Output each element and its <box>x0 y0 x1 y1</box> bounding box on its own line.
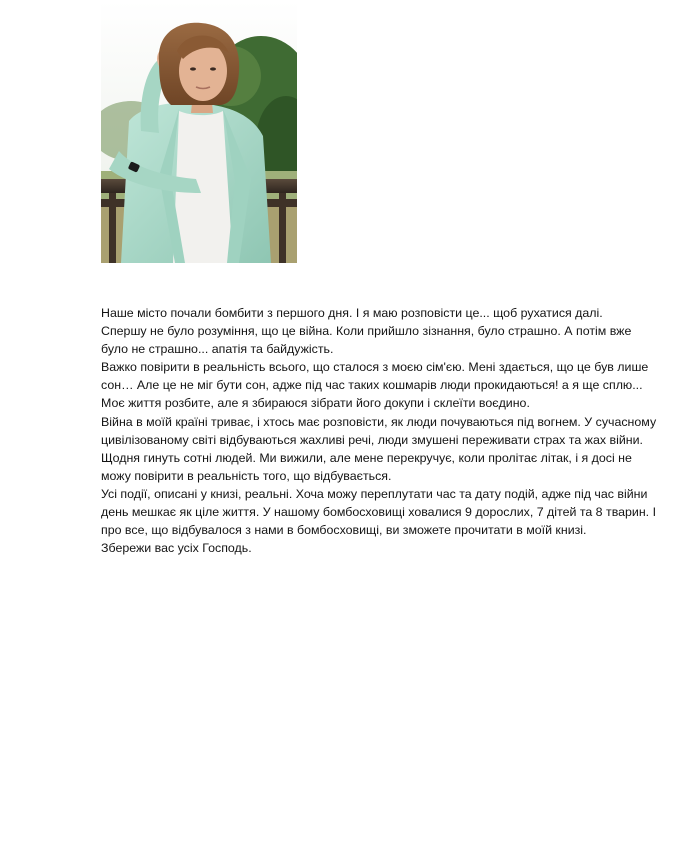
paragraph: Спершу не було розуміння, що це війна. Коли прийшло зізнання, було страшно. А потім вже було не страшно... апатія та байдужість. <box>101 324 632 357</box>
paragraph: Збережи вас усіх Господь. <box>101 541 252 556</box>
paragraph: Моє життя розбите, але я збираюся зібрати його докупи і склеїти воєдино. <box>101 396 530 411</box>
paragraph: Наше місто почали бомбити з першого дня. І я маю розповісти це... щоб рухатися далі. <box>101 306 603 320</box>
paragraph: Усі події, описані у книзі, реальні. Хоча можу переплутати час та дату подій, адже під час війни день мешкає як ціле життя. У нашому бомбосховищі ховалися 9 дорослих, 7 дітей та 8 тварин. І про все, що відбувалося з нами в бомбосховищі, ви зможете прочитати в моїй книзі. <box>101 486 657 538</box>
portrait-image <box>101 1 297 263</box>
author-photo <box>101 1 297 263</box>
paragraph: Війна в моїй країні триває, і хтось має розповісти, як люди почуваються під вогнем. У сучасному цивілізованому світі відбуваються жахливі речі, люди змушені переживати страх та жах війни. Щодня гинуть сотні людей. Ми вижили, але мене перекручує, коли пролітає літак, і я досі не можу повірити в реальність того, що відбувається. <box>101 414 657 483</box>
story-text <box>101 304 661 557</box>
paragraph: Важко повірити в реальність всього, що сталося з моєю сім'єю. Мені здається, що це був лише сон… Але це не міг бути сон, адже під час таких кошмарів люди прокидаються! а я ще сплю... <box>101 360 649 393</box>
